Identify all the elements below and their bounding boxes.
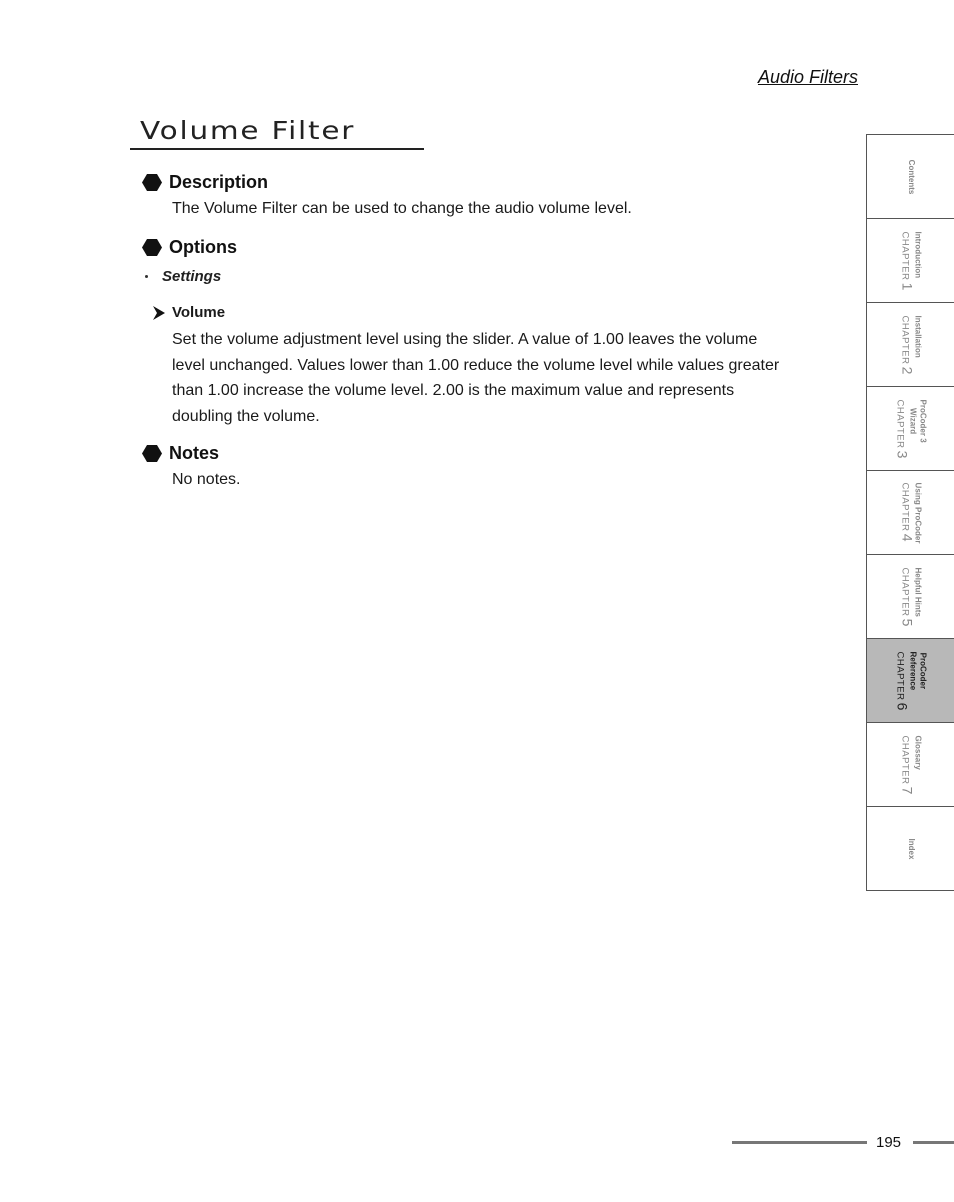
tab-chapter-label: CHAPTER 6 [894, 651, 910, 710]
settings-bullet [145, 268, 221, 285]
tab-chapter-1[interactable] [866, 218, 954, 302]
tab-chapter-label: CHAPTER 3 [894, 399, 910, 458]
volume-line: level unchanged. Values lower than 1.00 reduce the volume level while values greater [172, 356, 780, 374]
tab-title: Index [906, 838, 916, 859]
tab-title: Glossary [913, 735, 922, 770]
options-heading [142, 237, 237, 258]
tab-title: ProCoder 3 Wizard [908, 399, 927, 443]
volume-label: Volume [172, 304, 226, 321]
options-heading-label: Options [169, 237, 237, 257]
description-heading-label: Description [169, 172, 269, 192]
tab-chapter-label: CHAPTER 5 [899, 567, 915, 626]
tab-chapter-7[interactable] [866, 722, 954, 806]
tab-chapter-6-active[interactable] [866, 638, 954, 722]
dot-bullet-icon [145, 275, 148, 278]
volume-line: doubling the volume. [172, 407, 320, 425]
notes-text: No notes. [172, 471, 241, 488]
tab-title: ProCoder Reference [908, 651, 927, 690]
description-text: The Volume Filter can be used to change the audio volume level. [172, 200, 632, 217]
tab-chapter-label: CHAPTER 2 [899, 315, 915, 374]
footer-rule-left [732, 1141, 867, 1144]
section-link-audio-filters[interactable]: Audio Filters [757, 67, 858, 87]
tab-chapter-label: CHAPTER 4 [899, 482, 915, 541]
volume-line: Set the volume adjustment level using the slider. A value of 1.00 leaves the volume [172, 331, 758, 348]
volume-line: than 1.00 increase the volume level. 2.00 is the maximum value and represents [172, 382, 735, 399]
tab-chapter-5[interactable] [866, 554, 954, 638]
title-underline [130, 148, 424, 150]
page-number: 195 [876, 1134, 902, 1151]
arrow-right-icon [152, 305, 166, 321]
tab-title: Contents [906, 159, 916, 194]
hexagon-bullet-icon [142, 174, 162, 191]
hexagon-bullet-icon [142, 445, 162, 462]
tab-chapter-3[interactable] [866, 386, 954, 470]
description-heading [142, 172, 268, 193]
tab-chapter-label: CHAPTER 1 [899, 231, 915, 290]
tab-title: Introduction [913, 231, 922, 278]
tab-contents[interactable] [866, 134, 954, 218]
volume-heading [152, 304, 225, 321]
tab-chapter-2[interactable] [866, 302, 954, 386]
tab-chapter-4[interactable] [866, 470, 954, 554]
tab-index[interactable] [866, 806, 954, 891]
chapter-tab-bar [866, 134, 954, 891]
volume-description [172, 327, 837, 429]
notes-heading [142, 443, 219, 464]
notes-heading-label: Notes [169, 443, 220, 463]
page-title: Volume Filter [140, 116, 356, 145]
footer-rule-right [913, 1141, 954, 1144]
tab-title: Helpful Hints [913, 567, 922, 617]
tab-title: Using ProCoder [913, 482, 922, 543]
tab-chapter-label: CHAPTER 7 [899, 735, 915, 794]
hexagon-bullet-icon [142, 239, 162, 256]
tab-title: Installation [913, 315, 922, 358]
settings-label: Settings [162, 268, 222, 285]
